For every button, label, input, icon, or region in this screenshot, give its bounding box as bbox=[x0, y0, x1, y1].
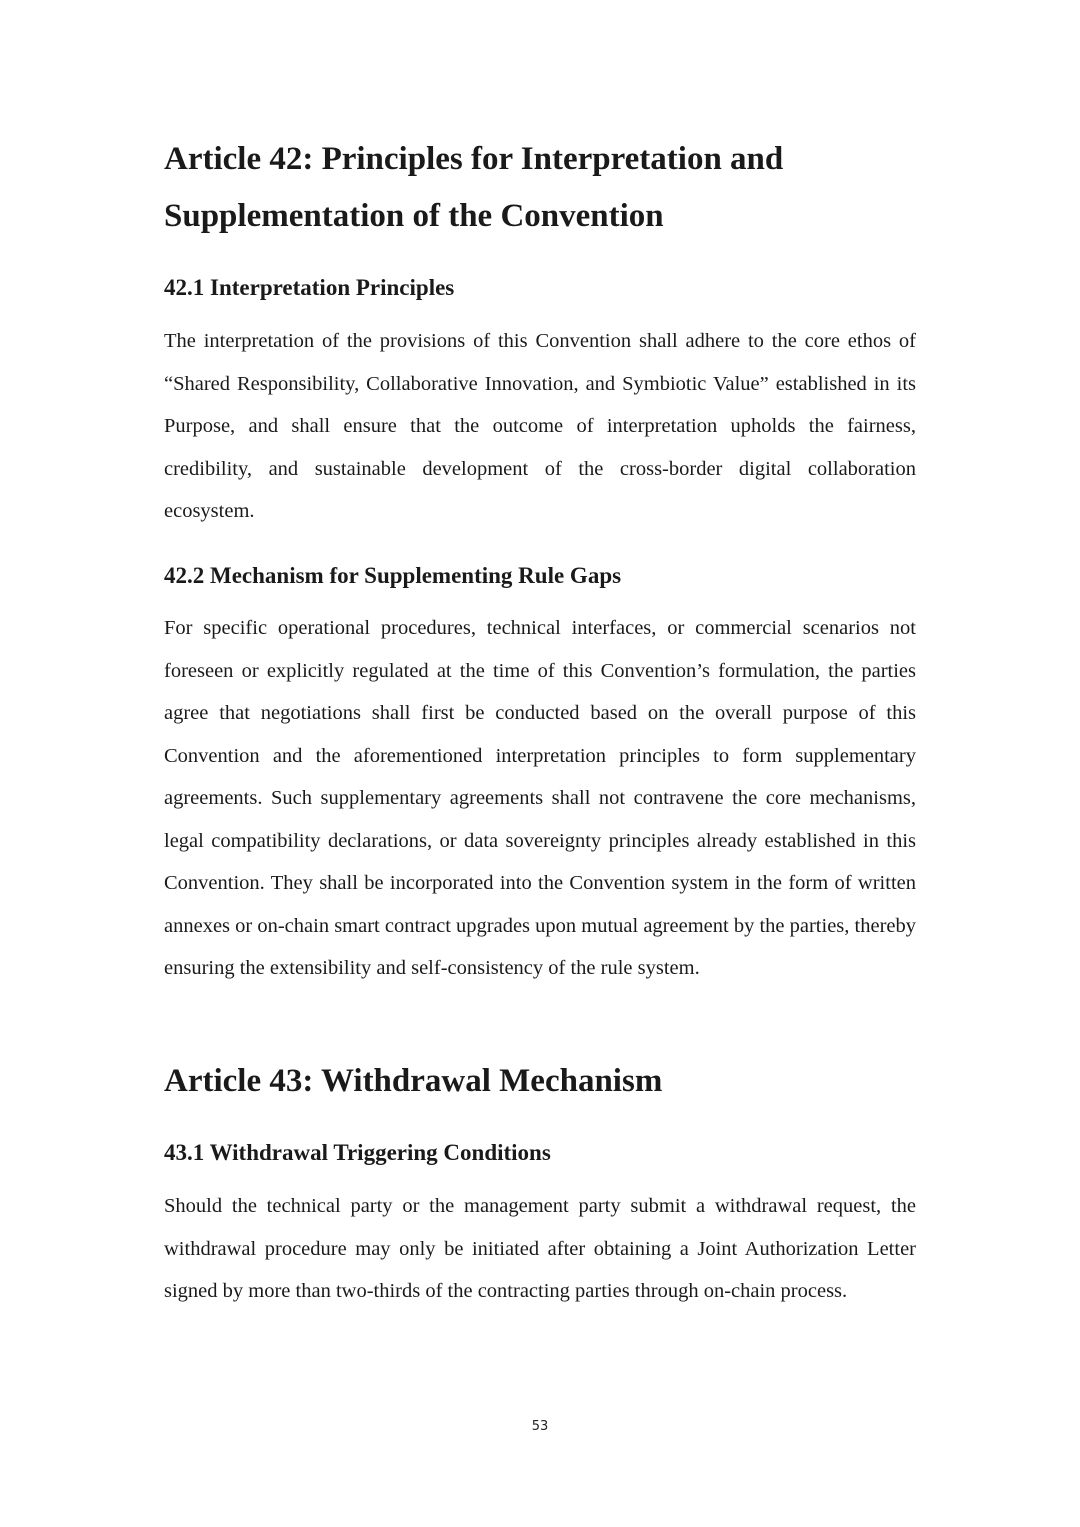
section-42-2-paragraph: For specific operational procedures, technical interfaces, or commercial scenarios not foreseen or explicitly regulated at the time of this Convention’s formulation, the parties agree that negotiations shall first be conducted based on the overall purpose of this Convention and the aforementioned interpretation principles to form supplementary agreements. Such supplementary agreements shall not contravene the core mechanisms, legal compatibility declarations, or data sovereignty principles already established in this Convention. They shall be incorporated into the Convention system in the form of written annexes or on-chain smart contract upgrades upon mutual agreement by the parties, thereby ensuring the extensibility and self-consistency of the rule system. bbox=[164, 617, 916, 979]
page-number: 53 bbox=[531, 1419, 549, 1434]
article-43-title: Article 43: Withdrawal Mechanism bbox=[164, 1063, 663, 1099]
section-43-1-heading: 43.1 Withdrawal Triggering Conditions bbox=[164, 1140, 551, 1165]
section-42-1-heading: 42.1 Interpretation Principles bbox=[164, 275, 455, 300]
section-42-2-heading: 42.2 Mechanism for Supplementing Rule Gaps bbox=[164, 563, 622, 588]
article-42-title: Article 42: Principles for Interpretation and Supplementation of the Convention bbox=[164, 141, 784, 234]
section-43-1-paragraph: Should the technical party or the management party submit a withdrawal request, the withdrawal procedure may only be initiated after obtaining a Joint Authorization Letter signed by more than two-thirds of the contracting parties through on-chain process. bbox=[164, 1195, 916, 1302]
section-42-1-paragraph: The interpretation of the provisions of this Convention shall adhere to the core ethos of “Shared Responsibility, Collaborative Innovation, and Symbiotic Value” established in its Purpose, and shall ensure that the outcome of interpretation upholds the fairness, credibility, and sustainable development of the cross-border digital collaboration ecosystem. bbox=[164, 330, 916, 522]
